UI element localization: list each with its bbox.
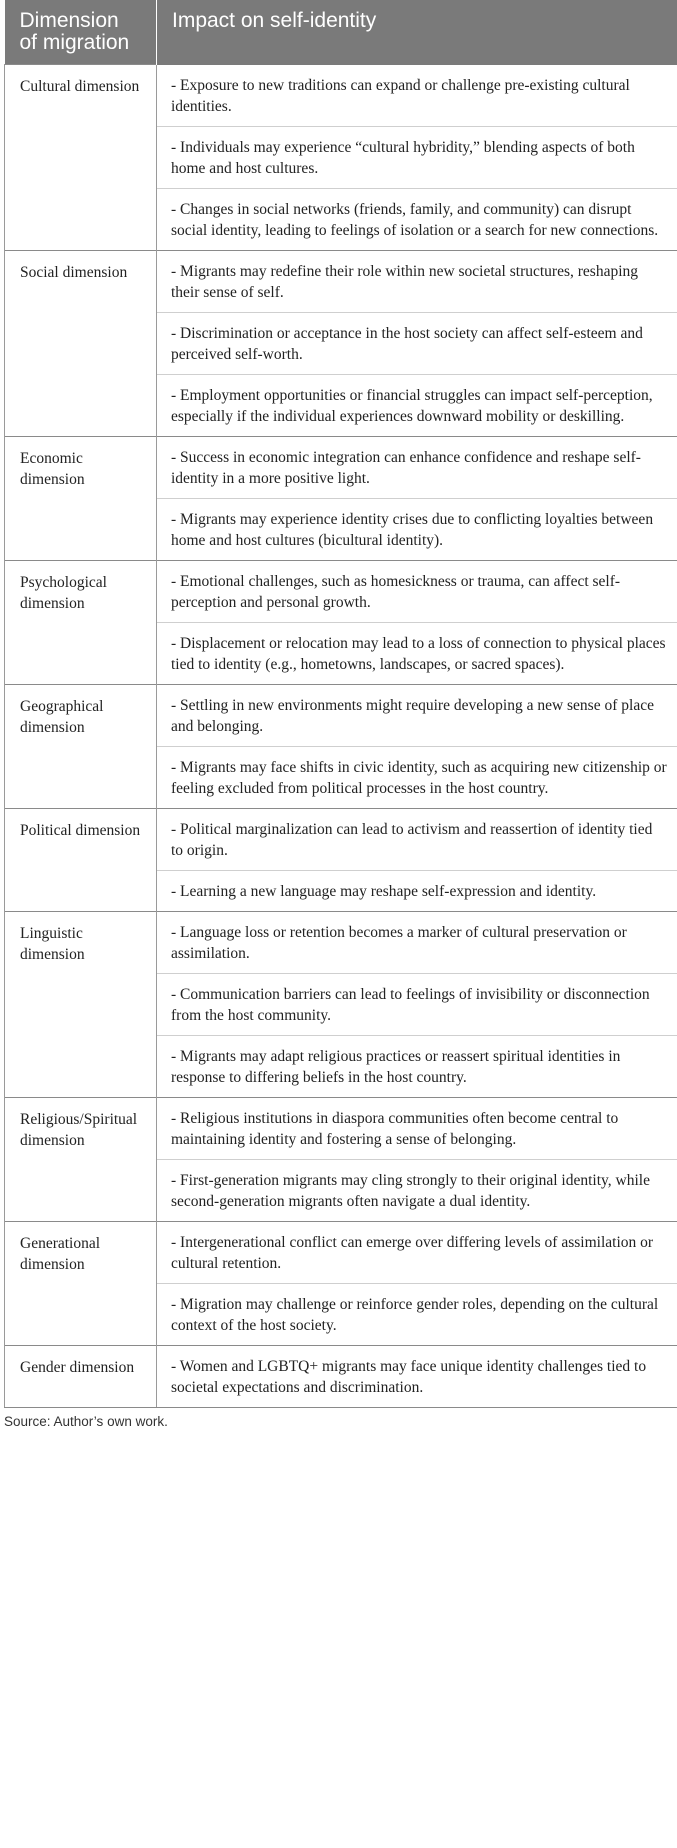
impact-cell: - Migrants may face shifts in civic identity, such as acquiring new citizenship or feeling excluded from political processes in the host country.: [157, 746, 677, 808]
dimension-cell: Linguistic dimension: [5, 911, 157, 1097]
impact-cell: - Success in economic integration can enhance confidence and reshape self-identity in a more positive light.: [157, 436, 677, 498]
dimension-cell: Social dimension: [5, 250, 157, 436]
dimension-cell: Gender dimension: [5, 1345, 157, 1407]
impact-cell: - Religious institutions in diaspora communities often become central to maintaining identity and fostering a sense of belonging.: [157, 1097, 677, 1159]
impact-cell: - Political marginalization can lead to activism and reassertion of identity tied to origin.: [157, 808, 677, 870]
table-row: [5, 911, 677, 973]
header-dimension: Dimension of migration: [5, 0, 157, 65]
dimension-cell: Political dimension: [5, 808, 157, 911]
impact-cell: - Learning a new language may reshape self-expression and identity.: [157, 870, 677, 911]
impact-cell: - Migrants may experience identity crises due to conflicting loyalties between home and host cultures (bicultural identity).: [157, 498, 677, 560]
impact-cell: - Language loss or retention becomes a marker of cultural preservation or assimilation.: [157, 911, 677, 973]
table-row: [5, 560, 677, 622]
table-header: [5, 0, 677, 65]
impact-cell: - Migration may challenge or reinforce gender roles, depending on the cultural context of the host society.: [157, 1283, 677, 1345]
table-row: [5, 436, 677, 498]
table-row: [5, 65, 677, 127]
header-row: [5, 0, 677, 65]
dimension-cell: Geographical dimension: [5, 684, 157, 808]
impact-cell: - First-generation migrants may cling strongly to their original identity, while second-generation migrants often navigate a dual identity.: [157, 1159, 677, 1221]
impact-cell: - Settling in new environments might require developing a new sense of place and belonging.: [157, 684, 677, 746]
header-impact: Impact on self-identity: [157, 0, 677, 65]
impact-cell: - Intergenerational conflict can emerge over differing levels of assimilation or cultural retention.: [157, 1221, 677, 1283]
impact-cell: - Migrants may redefine their role within new societal structures, reshaping their sense of self.: [157, 250, 677, 312]
dimension-cell: Cultural dimension: [5, 65, 157, 251]
table-row: [5, 250, 677, 312]
table-row: [5, 1221, 677, 1283]
impact-cell: - Communication barriers can lead to feelings of invisibility or disconnection from the host community.: [157, 973, 677, 1035]
impact-cell: - Emotional challenges, such as homesickness or trauma, can affect self-perception and personal growth.: [157, 560, 677, 622]
dimension-cell: Generational dimension: [5, 1221, 157, 1345]
table-row: [5, 1345, 677, 1407]
table-row: [5, 1097, 677, 1159]
table-row: [5, 684, 677, 746]
migration-identity-table: [4, 0, 677, 1408]
dimension-cell: Psychological dimension: [5, 560, 157, 684]
impact-cell: - Exposure to new traditions can expand or challenge pre-existing cultural identities.: [157, 65, 677, 127]
table-body: [5, 65, 677, 1408]
impact-cell: - Women and LGBTQ+ migrants may face unique identity challenges tied to societal expectations and discrimination.: [157, 1345, 677, 1407]
impact-cell: - Discrimination or acceptance in the host society can affect self-esteem and perceived self-worth.: [157, 312, 677, 374]
impact-cell: - Migrants may adapt religious practices or reassert spiritual identities in response to differing beliefs in the host country.: [157, 1035, 677, 1097]
impact-cell: - Displacement or relocation may lead to a loss of connection to physical places tied to identity (e.g., hometowns, landscapes, or sacred spaces).: [157, 622, 677, 684]
impact-cell: - Individuals may experience “cultural hybridity,” blending aspects of both home and host cultures.: [157, 126, 677, 188]
table-row: [5, 808, 677, 870]
dimension-cell: Economic dimension: [5, 436, 157, 560]
dimension-cell: Religious/Spiritual dimension: [5, 1097, 157, 1221]
impact-cell: - Changes in social networks (friends, family, and community) can disrupt social identity, leading to feelings of isolation or a search for new connections.: [157, 188, 677, 250]
source-note: Source: Author’s own work.: [4, 1413, 168, 1429]
impact-cell: - Employment opportunities or financial struggles can impact self-perception, especially if the individual experiences downward mobility or deskilling.: [157, 374, 677, 436]
